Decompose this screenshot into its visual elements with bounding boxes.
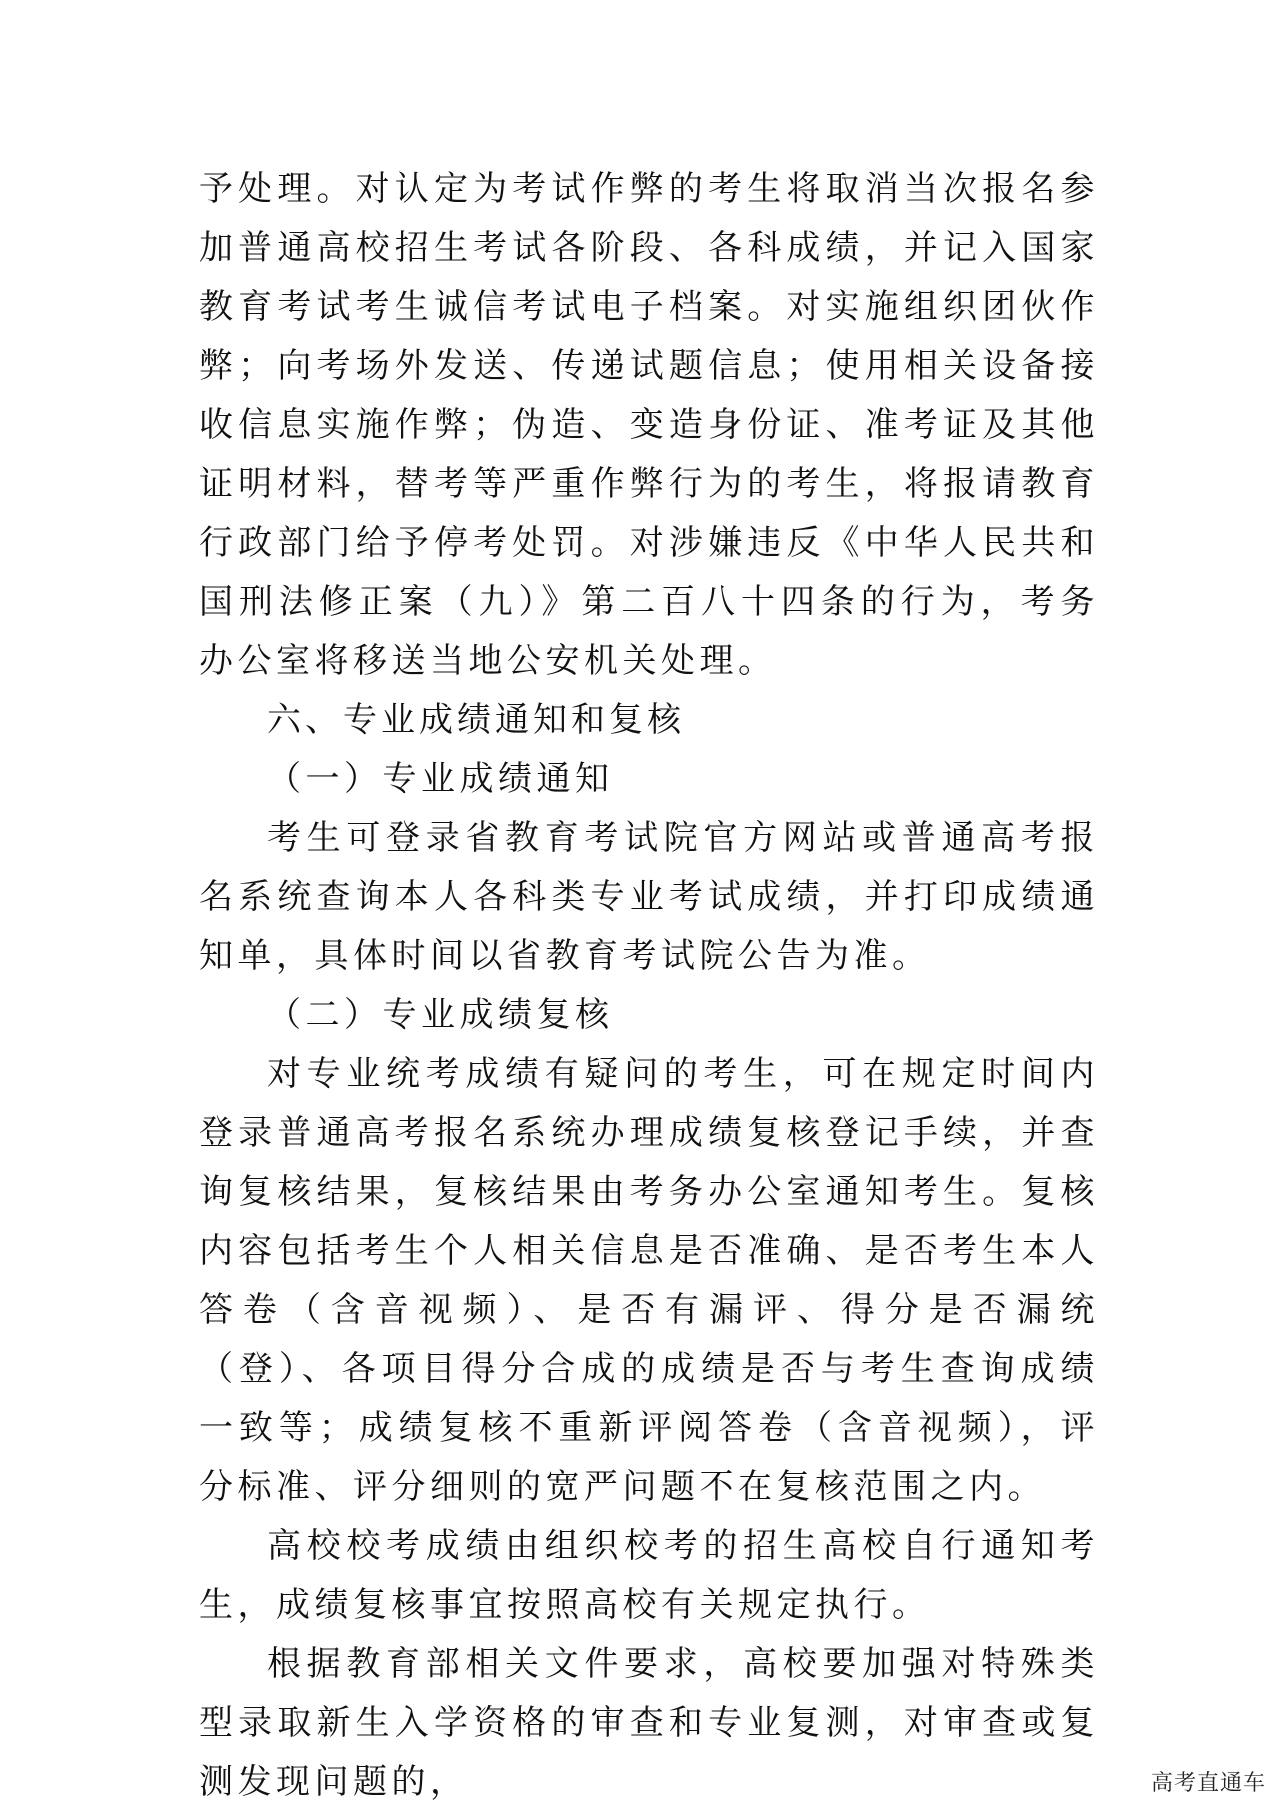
subsection-heading-review: （二）专业成绩复核 xyxy=(267,995,614,1035)
watermark-text: 高考直通车 xyxy=(1150,1771,1266,1796)
paragraph-continuation: 予处理。对认定为考试作弊的考生将取消当次报名参加普通高校招生考试各阶段、各科成绩，并记入国家教育考试考生诚信考试电子档案。对实施组织团伙作弊；向考场外发送、传递试题信息；使用相关设备接收信息实施作弊；伪造、变造身份证、准考证及其他证明材料，替考等严重作弊行为的考生，将报请教育行政部门给予停考处罚。对涉嫌违反《中华人民共和国刑法修正案（九）》第二百八十四条的行为，考务办公室将移送当地公安机关处理。 xyxy=(199,169,1099,681)
paragraph-review: 对专业统考成绩有疑问的考生，可在规定时间内登录普通高考报名系统办理成绩复核登记手续，并查询复核结果，复核结果由考务办公室通知考生。复核内容包括考生个人相关信息是否准确、是否考生本人答卷（含音视频）、是否有漏评、得分是否漏统（登）、各项目得分合成的成绩是否与考生查询成绩一致等；成绩复核不重新评阅答卷（含音视频），评分标准、评分细则的宽严问题不在复核范围之内。 xyxy=(199,1054,1099,1507)
paragraph-school-exam: 高校校考成绩由组织校考的招生高校自行通知考生，成绩复核事宜按照高校有关规定执行。 xyxy=(199,1526,1099,1625)
paragraph-notice: 考生可登录省教育考试院官方网站或普通高考报名系统查询本人各科类专业考试成绩，并打印成绩通知单，具体时间以省教育考试院公告为准。 xyxy=(199,818,1099,976)
subsection-heading-notice: （一）专业成绩通知 xyxy=(267,759,614,799)
paragraph-requirements: 根据教育部相关文件要求，高校要加强对特殊类型录取新生入学资格的审查和专业复测，对审查或复测发现问题的， xyxy=(199,1644,1099,1802)
document-page xyxy=(199,160,1099,1812)
section-heading: 六、专业成绩通知和复核 xyxy=(267,700,685,740)
